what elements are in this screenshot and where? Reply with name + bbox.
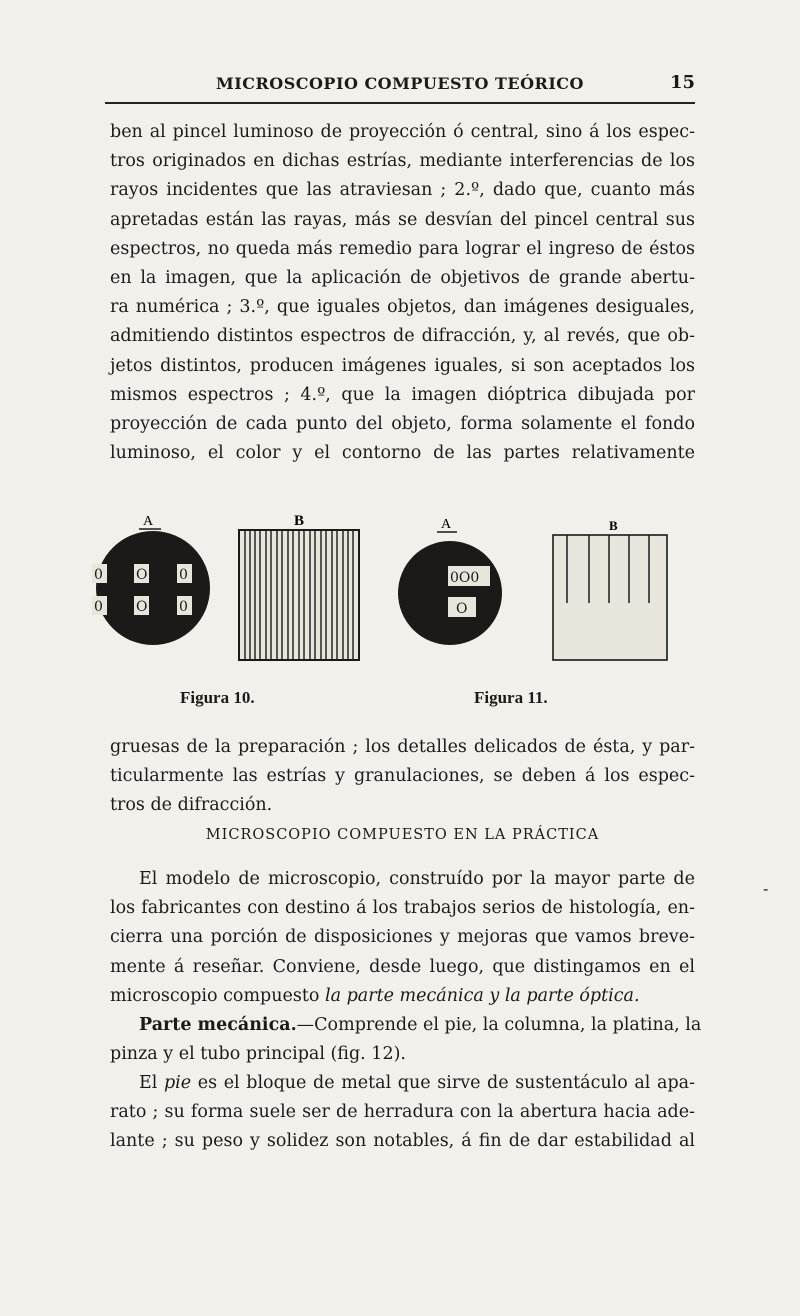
- text-line: [110, 982, 695, 1011]
- bold-lead: Parte mecánica.: [139, 1015, 297, 1035]
- svg-text:0: 0: [179, 567, 188, 583]
- text-line: luminoso, el color y el contorno de las partes relativamente: [110, 443, 695, 464]
- figure-10-disc-a: [92, 531, 210, 645]
- text-line: proyección de cada punto del objeto, forma solamente el fondo: [110, 414, 695, 435]
- figure-11-striae-b: [553, 535, 667, 660]
- svg-text:0: 0: [94, 567, 103, 583]
- text-line: lante ; su peso y solidez son notables, á fin de dar estabilidad al: [110, 1131, 695, 1152]
- emphasis-text: pie: [163, 1073, 192, 1093]
- paragraph-2: [110, 733, 695, 821]
- emphasis-text: la parte mecánica y la parte óptica.: [324, 985, 640, 1006]
- paragraph-3: [110, 865, 695, 1011]
- text-run: —Comprende el pie, la columna, la platina, la: [296, 1015, 702, 1035]
- figure-11-caption: Figura 11.: [474, 688, 548, 707]
- svg-text:0O0: 0O0: [450, 570, 480, 586]
- paragraph-5: [110, 1069, 695, 1157]
- text-line: tros de difracción.: [110, 795, 273, 816]
- text-line: los fabricantes con destino á los trabajos serios de histología, en-: [110, 898, 695, 919]
- text-line: ben al pincel luminoso de proyección ó central, sino á los espec-: [110, 122, 695, 142]
- figure-11-label-a: A: [441, 517, 452, 532]
- svg-text:O: O: [456, 601, 468, 617]
- text-line: cierra una porción de disposiciones y mejoras que vamos breve-: [110, 927, 695, 948]
- text-line: espectros, no queda más remedio para lograr el ingreso de éstos: [110, 238, 695, 259]
- text-line: gruesas de la preparación ; los detalles delicados de ésta, y par-: [110, 737, 695, 757]
- text-run: microscopio compuesto: [110, 985, 325, 1006]
- figure-10-striae-b: [239, 530, 359, 660]
- text-line: [110, 1011, 702, 1040]
- text-line: admitiendo distintos espectros de difracción, y, al revés, que ob-: [110, 326, 695, 347]
- text-line: en la imagen, que la aplicación de objetivos de grande abertu-: [110, 268, 695, 289]
- text-line: apretadas están las rayas, más se desvían del pincel central sus: [110, 209, 695, 230]
- running-head: MICROSCOPIO COMPUESTO TEÓRICO: [216, 74, 584, 93]
- svg-text:0: 0: [179, 599, 188, 615]
- paragraph-4: [110, 1011, 702, 1069]
- figure-10-label-b: B: [294, 513, 305, 529]
- text-line: pinza y el tubo principal (fig. 12).: [110, 1044, 406, 1065]
- figure-drawing: [95, 508, 695, 718]
- page-number: 15: [669, 72, 695, 93]
- text-line: El modelo de microscopio, construído por la mayor parte de: [139, 869, 695, 889]
- text-line: tros originados en dichas estrías, mediante interferencias de los: [110, 151, 695, 172]
- text-run: es el bloque de metal que sirve de sustentáculo al apa-: [191, 1073, 695, 1093]
- text-line: mente á reseñar. Conviene, desde luego, que distingamos en el: [110, 956, 695, 977]
- text-line: rato ; su forma suele ser de herradura con la abertura hacia ade-: [110, 1102, 695, 1123]
- svg-text:O: O: [136, 599, 148, 615]
- page-header: [105, 70, 695, 104]
- figure-10-caption: Figura 10.: [180, 688, 255, 707]
- figures-10-11: [95, 508, 695, 718]
- figure-10-label-a: A: [143, 514, 154, 529]
- figure-11-disc-a: [398, 541, 502, 645]
- margin-mark: -: [763, 879, 769, 898]
- text-line: mismos espectros ; 4.º, que la imagen dióptrica dibujada por: [110, 384, 695, 405]
- text-line: [110, 1069, 695, 1098]
- text-line: ticularmente las estrías y granulaciones, se deben á los espec-: [110, 766, 695, 787]
- figure-11-label-b: B: [609, 518, 618, 533]
- text-line: rayos incidentes que las atraviesan ; 2.º, dado que, cuanto más: [110, 180, 695, 201]
- text-line: jetos distintos, producen imágenes iguales, si son aceptados los: [110, 355, 695, 376]
- text-line: ra numérica ; 3.º, que iguales objetos, dan imágenes desiguales,: [110, 297, 695, 318]
- svg-text:0: 0: [94, 599, 103, 615]
- paragraph-1: [110, 118, 695, 468]
- section-heading: MICROSCOPIO COMPUESTO EN LA PRÁCTICA: [205, 827, 600, 843]
- svg-text:O: O: [136, 567, 148, 583]
- text-run: El: [139, 1073, 164, 1093]
